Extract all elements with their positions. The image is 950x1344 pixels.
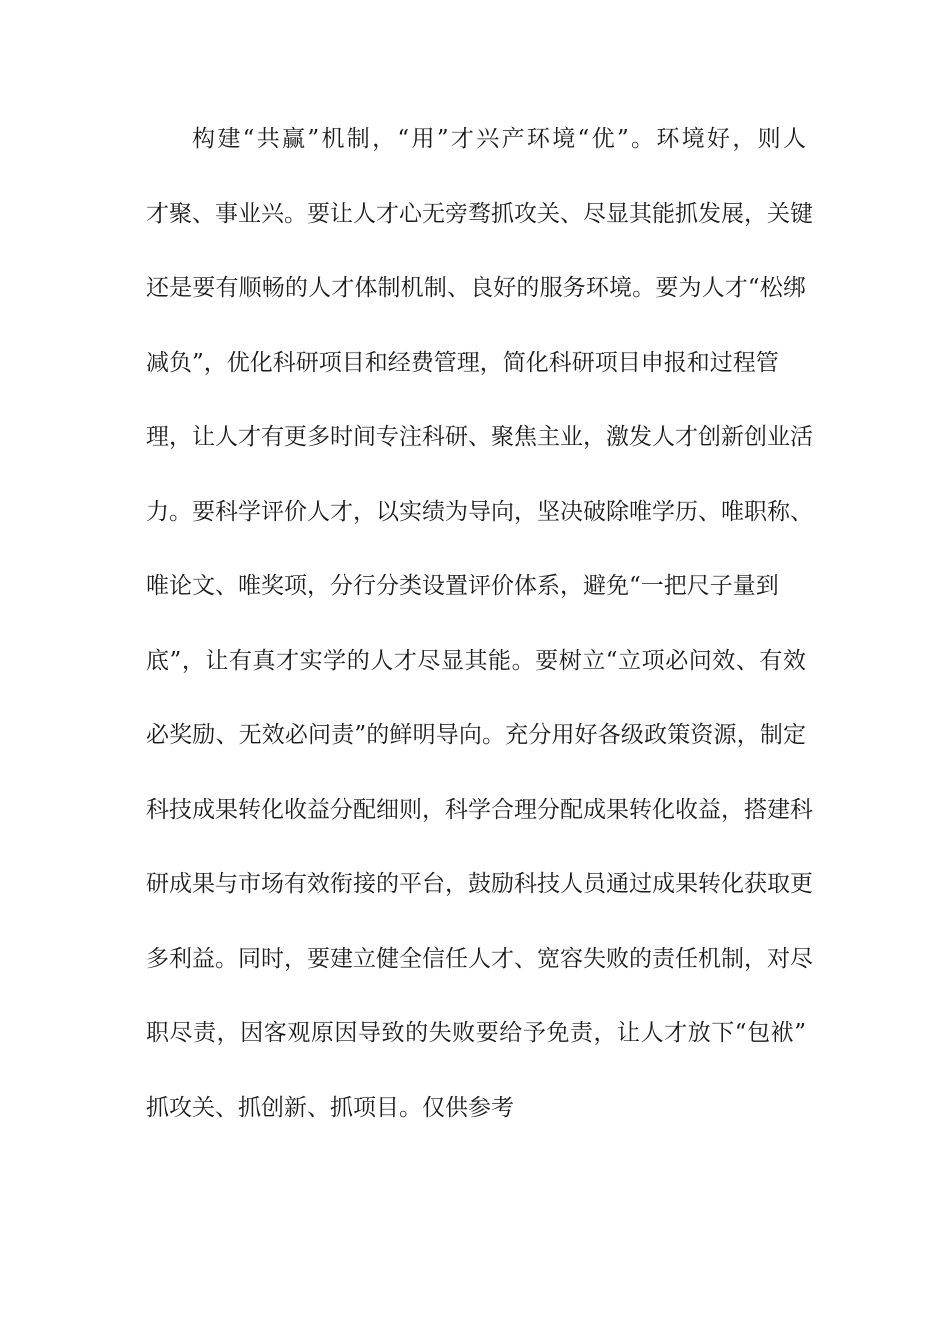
paragraph-line: 研成果与市场有效衔接的平台，鼓励科技人员通过成果转化获取更 bbox=[146, 871, 813, 897]
paragraph-line: 职尽责，因客观原因导致的失败要给予免责，让人才放下“包袱” bbox=[146, 1020, 806, 1046]
paragraph-line: 唯论文、唯奖项，分行分类设置评价体系，避免“一把尺子量到 bbox=[146, 573, 779, 599]
paragraph-line: 才聚、事业兴。要让人才心无旁骛抓攻关、尽显其能抓发展，关键 bbox=[146, 200, 813, 227]
paragraph-line: 还是要有顺畅的人才体制机制、良好的服务环境。要为人才“松绑 bbox=[146, 275, 806, 301]
paragraph-line: 理，让人才有更多时间专注科研、聚焦主业，激发人才创新创业活 bbox=[146, 424, 813, 450]
paragraph-line: 力。要科学评价人才，以实绩为导向，坚决破除唯学历、唯职称、 bbox=[146, 498, 813, 525]
paragraph-line: 底”，让有真才实学的人才尽显其能。要树立“立项必问效、有效 bbox=[146, 647, 806, 674]
paragraph-line: 减负”，优化科研项目和经费管理，简化科研项目申报和过程管 bbox=[146, 349, 779, 376]
paragraph-line: 构建“共赢”机制，“用”才兴产环境“优”。环境好，则人 bbox=[192, 126, 806, 152]
paragraph-line: 多利益。同时，要建立健全信任人才、宽容失败的责任机制，对尽 bbox=[146, 945, 813, 972]
paragraph-line: 科技成果转化收益分配细则，科学合理分配成果转化收益，搭建科 bbox=[146, 796, 813, 823]
paragraph-line: 抓攻关、抓创新、抓项目。仅供参考 bbox=[146, 1094, 514, 1121]
paragraph bbox=[146, 126, 813, 1171]
paragraph-line: 必奖励、无效必问责”的鲜明导向。充分用好各级政策资源，制定 bbox=[146, 722, 806, 748]
